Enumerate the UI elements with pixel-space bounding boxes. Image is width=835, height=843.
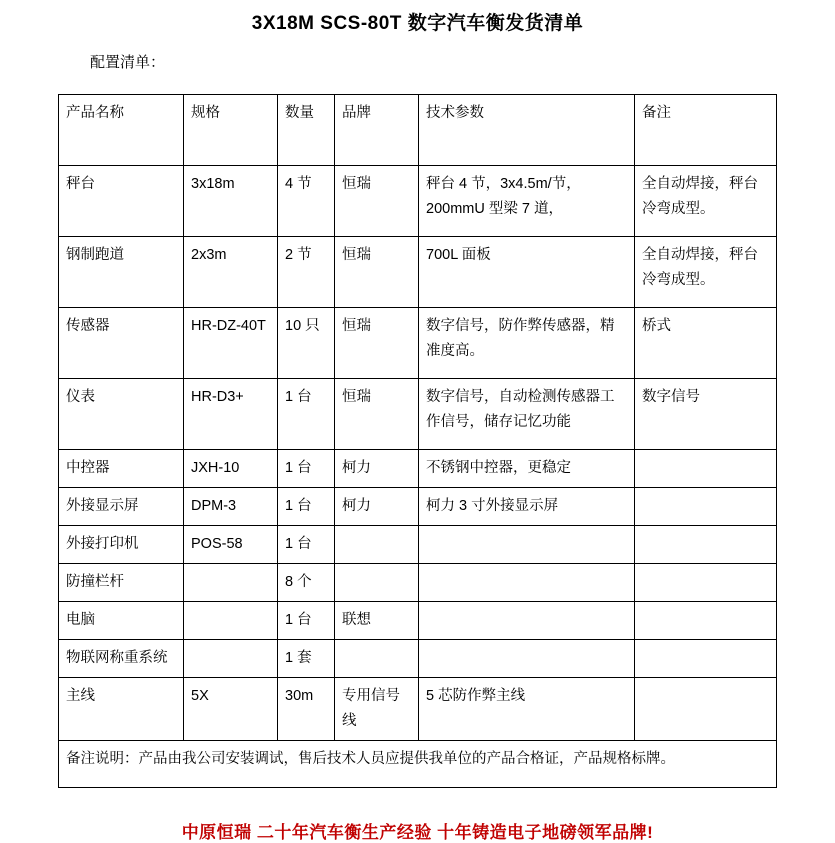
config-list-label: 配置清单： [90,54,166,71]
cell-name: 仪表 [59,379,184,450]
cell-name: 传感器 [59,308,184,379]
cell-param: 5 芯防作弊主线 [419,678,635,741]
table-row [59,237,777,308]
cell-qty: 30m [278,678,335,741]
cell-qty: 2 节 [278,237,335,308]
cell-remark: 全自动焊接，秤台冷弯成型。 [635,237,777,308]
table-row [59,308,777,379]
cell-name: 电脑 [59,602,184,640]
cell-spec: 3x18m [184,166,278,237]
cell-qty: 1 台 [278,488,335,526]
cell-param: 秤台 4 节，3x4.5m/节，200mmU 型梁 7 道， [419,166,635,237]
cell-param [419,640,635,678]
cell-param [419,526,635,564]
cell-name: 钢制跑道 [59,237,184,308]
cell-qty: 1 台 [278,379,335,450]
cell-brand: 联想 [335,602,419,640]
cell-param: 不锈钢中控器，更稳定 [419,450,635,488]
cell-name: 秤台 [59,166,184,237]
cell-qty: 8 个 [278,564,335,602]
cell-qty: 1 台 [278,526,335,564]
column-header-spec: 规格 [184,95,278,166]
cell-brand [335,526,419,564]
cell-spec [184,602,278,640]
cell-remark: 全自动焊接，秤台冷弯成型。 [635,166,777,237]
cell-qty: 4 节 [278,166,335,237]
cell-spec: HR-DZ-40T [184,308,278,379]
cell-qty: 1 台 [278,450,335,488]
cell-qty: 1 套 [278,640,335,678]
cell-brand: 柯力 [335,488,419,526]
cell-remark [635,564,777,602]
cell-spec: DPM-3 [184,488,278,526]
cell-param: 数字信号，自动检测传感器工作信号，储存记忆功能 [419,379,635,450]
page-title: 3X18M SCS-80T 数字汽车衡发货清单 [251,13,584,34]
cell-spec: JXH-10 [184,450,278,488]
cell-param: 700L 面板 [419,237,635,308]
table-header-row [59,95,777,166]
cell-brand: 恒瑞 [335,237,419,308]
cell-remark: 桥式 [635,308,777,379]
cell-param: 数字信号，防作弊传感器，精准度高。 [419,308,635,379]
cell-remark [635,602,777,640]
table-note-row [59,741,777,788]
cell-brand: 恒瑞 [335,308,419,379]
cell-name: 中控器 [59,450,184,488]
cell-spec [184,640,278,678]
cell-name: 外接打印机 [59,526,184,564]
cell-spec [184,564,278,602]
cell-brand: 恒瑞 [335,166,419,237]
table-row [59,166,777,237]
cell-remark [635,450,777,488]
cell-spec: 5X [184,678,278,741]
cell-spec: HR-D3+ [184,379,278,450]
cell-remark [635,640,777,678]
cell-brand: 恒瑞 [335,379,419,450]
cell-name: 防撞栏杆 [59,564,184,602]
table-row [59,678,777,741]
cell-name: 物联网称重系统 [59,640,184,678]
table-row [59,450,777,488]
note-cell: 备注说明：产品由我公司安装调试，售后技术人员应提供我单位的产品合格证，产品规格标牌。 [59,741,777,788]
table-row [59,488,777,526]
table-row [59,640,777,678]
cell-remark [635,526,777,564]
column-header-param: 技术参数 [419,95,635,166]
column-header-brand: 品牌 [335,95,419,166]
table-row [59,602,777,640]
cell-brand: 专用信号线 [335,678,419,741]
cell-name: 外接显示屏 [59,488,184,526]
cell-spec: POS-58 [184,526,278,564]
cell-remark [635,678,777,741]
cell-remark: 数字信号 [635,379,777,450]
cell-qty: 10 只 [278,308,335,379]
cell-qty: 1 台 [278,602,335,640]
cell-brand: 柯力 [335,450,419,488]
table-row [59,379,777,450]
cell-brand [335,564,419,602]
cell-brand [335,640,419,678]
cell-name: 主线 [59,678,184,741]
cell-param [419,564,635,602]
column-header-qty: 数量 [278,95,335,166]
cell-remark [635,488,777,526]
table-row [59,526,777,564]
cell-param [419,602,635,640]
spec-table [58,94,777,788]
table-row [59,564,777,602]
cell-spec: 2x3m [184,237,278,308]
column-header-remark: 备注 [635,95,777,166]
cell-param: 柯力 3 寸外接显示屏 [419,488,635,526]
column-header-name: 产品名称 [59,95,184,166]
footer-slogan: 中原恒瑞 二十年汽车衡生产经验 十年铸造电子地磅领军品牌! [181,823,654,842]
